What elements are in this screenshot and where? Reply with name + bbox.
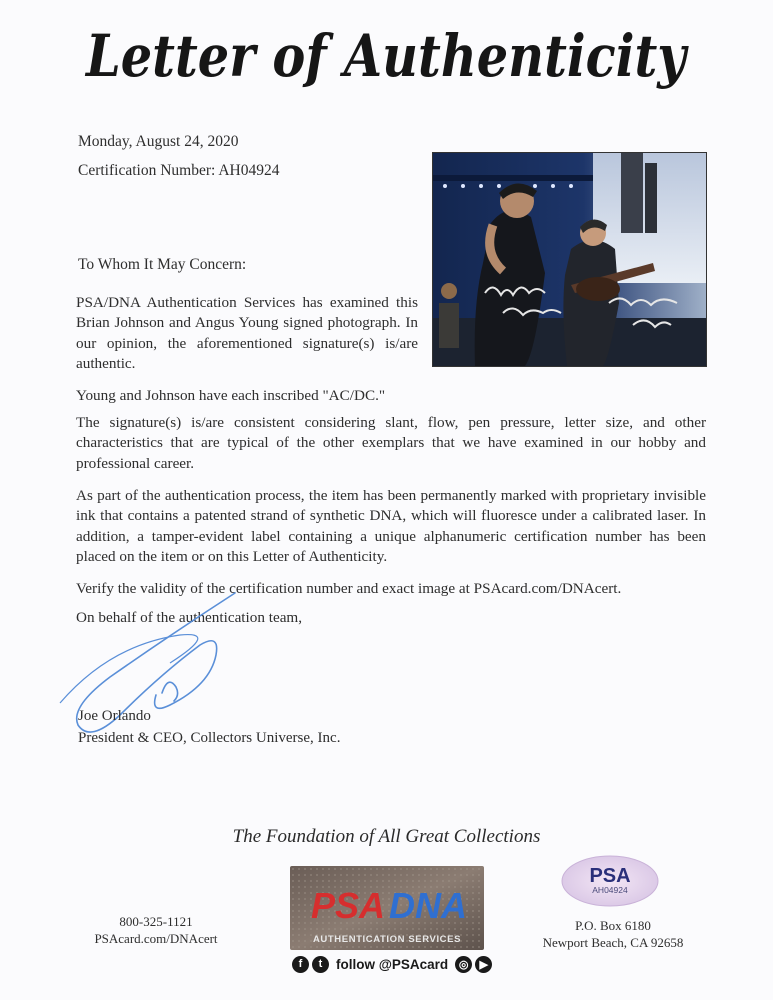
psa-sticker-graphic bbox=[560, 855, 660, 907]
sticker-logo: PSA bbox=[589, 865, 631, 887]
footer-contact bbox=[86, 913, 226, 947]
social-handle[interactable]: follow @PSAcard bbox=[336, 956, 449, 972]
paragraph-process: As part of the authentication process, the item has been permanently marked with proprietary invisible ink that contains a patented strand of synthetic DNA, which will fluoresce under a calibrated laser. In addition, a tamper-evident label containing a unique alphanumeric certification number has been placed on the item or on this Letter of Authenticity. bbox=[76, 487, 706, 565]
sticker-number: AH04924 bbox=[592, 885, 628, 895]
letter-title-text: Letter of Authenticity bbox=[84, 22, 690, 90]
footer-address bbox=[538, 917, 688, 951]
social-links bbox=[292, 954, 492, 974]
hologram-subtitle: AUTHENTICATION SERVICES bbox=[312, 934, 462, 945]
facebook-icon[interactable]: f bbox=[292, 956, 309, 973]
instagram-icon[interactable]: ◎ bbox=[455, 956, 472, 973]
footer-po-box: P.O. Box 6180 bbox=[575, 918, 651, 933]
signer-name: Joe Orlando bbox=[78, 708, 151, 724]
paragraph-inscription: Young and Johnson have each inscribed "AC/DC." bbox=[76, 387, 386, 404]
letter-title-graphic bbox=[0, 6, 773, 102]
paragraph-behalf: On behalf of the authentication team, bbox=[76, 609, 303, 626]
svg-text:DNA: DNA bbox=[389, 885, 467, 926]
certification-number: Certification Number: AH04924 bbox=[78, 162, 280, 179]
concert-photo-image bbox=[433, 153, 706, 366]
paragraph-consistency: The signature(s) is/are consistent considering slant, flow, pen pressure, letter size, and other characteristics that are typical of the other exemplars that we have examined in our hobby and professional career. bbox=[76, 414, 706, 472]
footer-website: PSAcard.com/DNAcert bbox=[94, 931, 218, 946]
youtube-icon[interactable]: ▶ bbox=[475, 956, 492, 973]
footer-phone: 800-325-1121 bbox=[119, 914, 193, 929]
letter-date: Monday, August 24, 2020 bbox=[78, 133, 239, 150]
psa-dna-hologram bbox=[290, 866, 484, 950]
paragraph-examination: PSA/DNA Authentication Services has examined this Brian Johnson and Angus Young signed photograph. In our opinion, the aforementioned signature(s) is/are authentic. bbox=[76, 294, 418, 372]
footer-tagline: The Foundation of All Great Collections bbox=[232, 826, 541, 847]
twitter-icon[interactable]: t bbox=[312, 956, 329, 973]
signed-photo bbox=[432, 152, 707, 367]
salutation: To Whom It May Concern: bbox=[78, 256, 247, 273]
svg-text:PSA: PSA bbox=[310, 885, 386, 926]
psa-certification-sticker bbox=[560, 855, 660, 907]
paragraph-verify: Verify the validity of the certification number and exact image at PSAcard.com/DNAcert. bbox=[76, 580, 622, 597]
footer-city: Newport Beach, CA 92658 bbox=[542, 935, 684, 950]
signer-title: President & CEO, Collectors Universe, Inc. bbox=[78, 730, 341, 746]
letter-title bbox=[0, 6, 773, 102]
